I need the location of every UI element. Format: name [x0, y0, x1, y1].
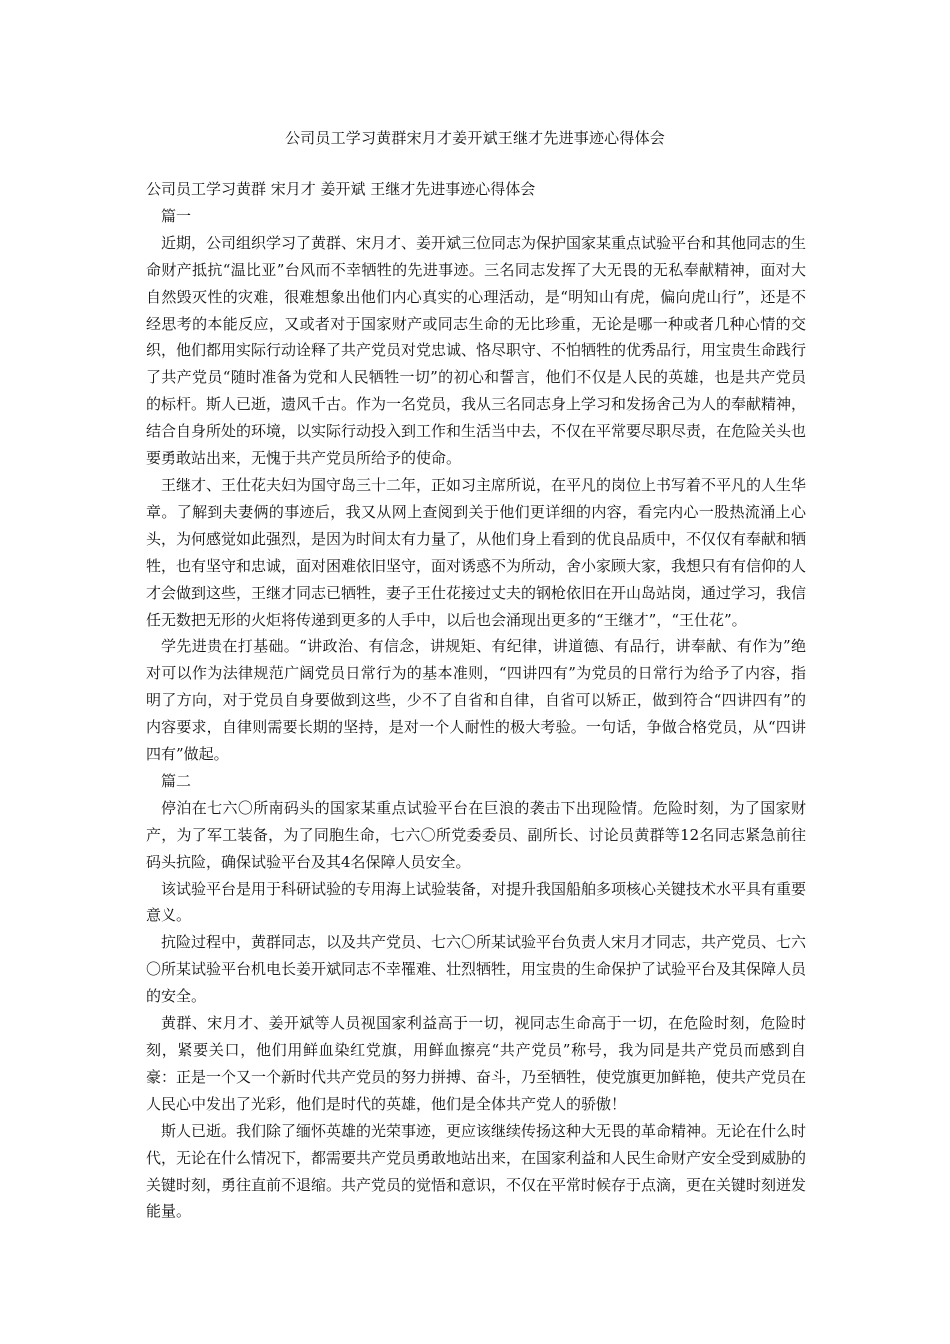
section-one-heading: 篇一: [161, 206, 192, 225]
paragraph: 近期，公司组织学习了黄群、宋月才、姜开斌三位同志为保护国家某重点试验平台和其他同志的生命财产抵抗“温比亚”台风而不幸牺牲的先进事迹。三名同志发挥了大无畏的无私奉献精神，面对大自然毁灭性的灾难，很难想象出他们内心真实的心理活动，是“明知山有虎，偏向虎山行”，还是不经思考的本能反应，又或者对于国家财产或同志生命的无比珍重，无论是哪一种或者几种心情的交织，他们都用实际行动诠释了共产党员对党忠诚、恪尽职守、不怕牺牲的优秀品行，用宝贵生命践行了共产党员“随时准备为党和人民牺牲一切”的初心和誓言，他们不仅是人民的英雄，也是共产党员的标杆。斯人已逝，遗风千古。作为一名党员，我从三名同志身上学习和发扬舍己为人的奉献精神，结合自身所处的环境，以实际行动投入到工作和生活当中去，不仅在平常要尽职尽责，在危险关头也要勇敢站出来，无愧于共产党员所给予的使命。: [146, 233, 807, 468]
paragraph: 学先进贵在打基础。“讲政治、有信念，讲规矩、有纪律，讲道德、有品行，讲奉献、有作为”绝对可以作为法律规范广阔党员日常行为的基本准则，“四讲四有”为党员的日常行为给予了内容，指明了方向，对于党员自身要做到这些，少不了自省和自律，自省可以矫正，做到符合“四讲四有”的内容要求，自律则需要长期的坚持，是对一个人耐性的极大考验。一句话，争做合格党员，从“四讲四有”做起。: [146, 637, 806, 764]
paragraph: 斯人已逝。我们除了缅怀英雄的光荣事迹，更应该继续传扬这种大无畏的革命精神。无论在什么时代，无论在什么情况下，都需要共产党员勇敢地站出来，在国家利益和人民生命财产安全受到威胁的关键时刻，勇往直前不退缩。共产党员的觉悟和意识，不仅在平常时候存于点滴，更在关键时刻迸发能量。: [146, 1121, 807, 1221]
paragraph: 该试验平台是用于科研试验的专用海上试验装备，对提升我国船舶多项核心关键技术水平具有重要意义。: [146, 879, 807, 925]
document-subtitle: 公司员工学习黄群 宋月才 姜开斌 王继才先进事迹心得体会: [146, 180, 536, 198]
paragraph: 王继才、王仕花夫妇为国守岛三十二年，正如习主席所说，在平凡的岗位上书写着不平凡的人生华章。了解到夫妻俩的事迹后，我又从网上查阅到关于他们更详细的内容，看完内心一股热流涌上心头，为何感觉如此强烈，是因为时间太有力量了，从他们身上看到的优良品质中，不仅仅有奉献和牺牲，也有坚守和忠诚，面对困难依旧坚守，面对诱惑不为所动，舍小家顾大家，我想只有有信仰的人才会做到这些，王继才同志已牺牲，妻子王仕花接过丈夫的钢枪依旧在开山岛站岗，通过学习，我信任无数把无形的火炬将传递到更多的人手中，以后也会涌现出更多的“王继才”，“王仕花”。: [146, 475, 807, 629]
paragraph: 抗险过程中，黄群同志，以及共产党员、七六〇所某试验平台负责人宋月才同志，共产党员、七六〇所某试验平台机电长姜开斌同志不幸罹难、壮烈牺牲，用宝贵的生命保护了试验平台及其保障人员的安全。: [146, 933, 807, 1006]
paragraph: 停泊在七六〇所南码头的国家某重点试验平台在巨浪的袭击下出现险情。危险时刻，为了国家财产，为了军工装备，为了同胞生命，七六〇所党委委员、副所长、讨论员黄群等12名同志紧急前往码头抗险，确保试验平台及其4名保障人员安全。: [146, 798, 806, 871]
paragraph: 黄群、宋月才、姜开斌等人员视国家利益高于一切，视同志生命高于一切，在危险时刻，危险时刻，紧要关口，他们用鲜血染红党旗，用鲜血擦亮“共产党员”称号，我为同是共产党员而感到自豪：正是一个又一个新时代共产党员的努力拼搏、奋斗，乃至牺牲，使党旗更加鲜艳，使共产党员在人民心中发出了光彩，他们是时代的英雄，他们是全体共产党人的骄傲！: [146, 1014, 807, 1113]
section-two-heading: 篇二: [161, 771, 192, 790]
document-body: [146, 176, 806, 1225]
document-title: 公司员工学习黄群宋月才姜开斌王继才先进事迹心得体会: [284, 129, 665, 147]
